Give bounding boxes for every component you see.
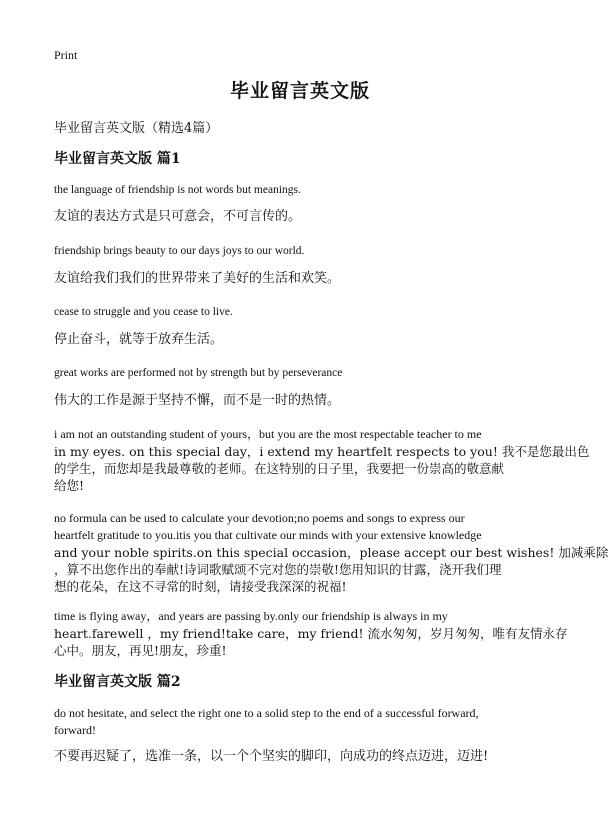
paragraph-line: heartfelt gratitude to you.itis you that cultivate our minds with your extensive knowledge: [54, 528, 482, 542]
paragraph-line: 想的花朵，在这不寻常的时刻，请接受我深深的祝福!: [54, 579, 347, 594]
paragraph-hesitate: [54, 705, 550, 739]
section-heading-1: 毕业留言英文版 篇1: [54, 151, 181, 167]
paragraph-teacher: [54, 426, 590, 494]
section-heading-2: 毕业留言英文版 篇2: [54, 674, 181, 690]
chinese-line-2: 友谊给我们我们的世界带来了美好的生活和欢笑。: [54, 271, 341, 286]
paragraph-line: and your noble spirits.on this special occasion，please accept our best wishes! 加减乘除: [54, 545, 608, 560]
paragraph-line: time is flying away，and years are passing by.only our friendship is always in my: [54, 609, 448, 623]
paragraph-line: do not hesitate, and select the right one to a solid step to the end of a successful forward,: [54, 706, 479, 720]
print-label[interactable]: Print: [54, 48, 78, 62]
english-line-4: great works are performed not by strength but by perseverance: [54, 367, 343, 379]
chinese-line-4: 伟大的工作是源于坚持不懈，而不是一时的热情。: [54, 393, 341, 408]
paragraph-line: heart.farewell ，my friend!take care，my friend! 流水匆匆，岁月匆匆，唯有友情永存: [54, 626, 568, 641]
chinese-line-3: 停止奋斗，就等于放弃生活。: [54, 332, 224, 347]
paragraph-line: i am not an outstanding student of yours，but you are the most respectable teacher to me: [54, 427, 482, 441]
chinese-line-final: 不要再迟疑了，选准一条，以一个个坚实的脚印，向成功的终点迈进，迈进!: [54, 749, 489, 764]
english-line-1: the language of friendship is not words but meanings.: [54, 184, 301, 196]
english-line-3: cease to struggle and you cease to live.: [54, 306, 233, 318]
paragraph-line: ，算不出您作出的奉献!诗词歌赋颂不完对您的崇敬!您用知识的甘露，浇开我们理: [54, 562, 502, 577]
document-subtitle: 毕业留言英文版（精选4篇）: [54, 121, 219, 136]
paragraph-line: in my eyes. on this special day，i extend my heartfelt respects to you! 我不是您最出色: [54, 444, 590, 459]
english-line-2: friendship brings beauty to our days joys to our world.: [54, 245, 305, 257]
document-title: 毕业留言英文版: [229, 80, 370, 102]
paragraph-devotion: [54, 510, 608, 595]
paragraph-line: forward!: [54, 723, 96, 737]
paragraph-line: 心中。朋友，再见!朋友，珍重!: [54, 643, 227, 658]
paragraph-line: no formula can be used to calculate your devotion;no poems and songs to express our: [54, 511, 465, 525]
paragraph-line: 的学生，而您却是我最尊敬的老师。在这特别的日子里，我要把一份崇高的敬意献: [54, 461, 505, 476]
paragraph-friendship: [54, 608, 568, 659]
paragraph-line: 给您!: [54, 478, 85, 493]
chinese-line-1: 友谊的表达方式是只可意会，不可言传的。: [54, 209, 302, 224]
